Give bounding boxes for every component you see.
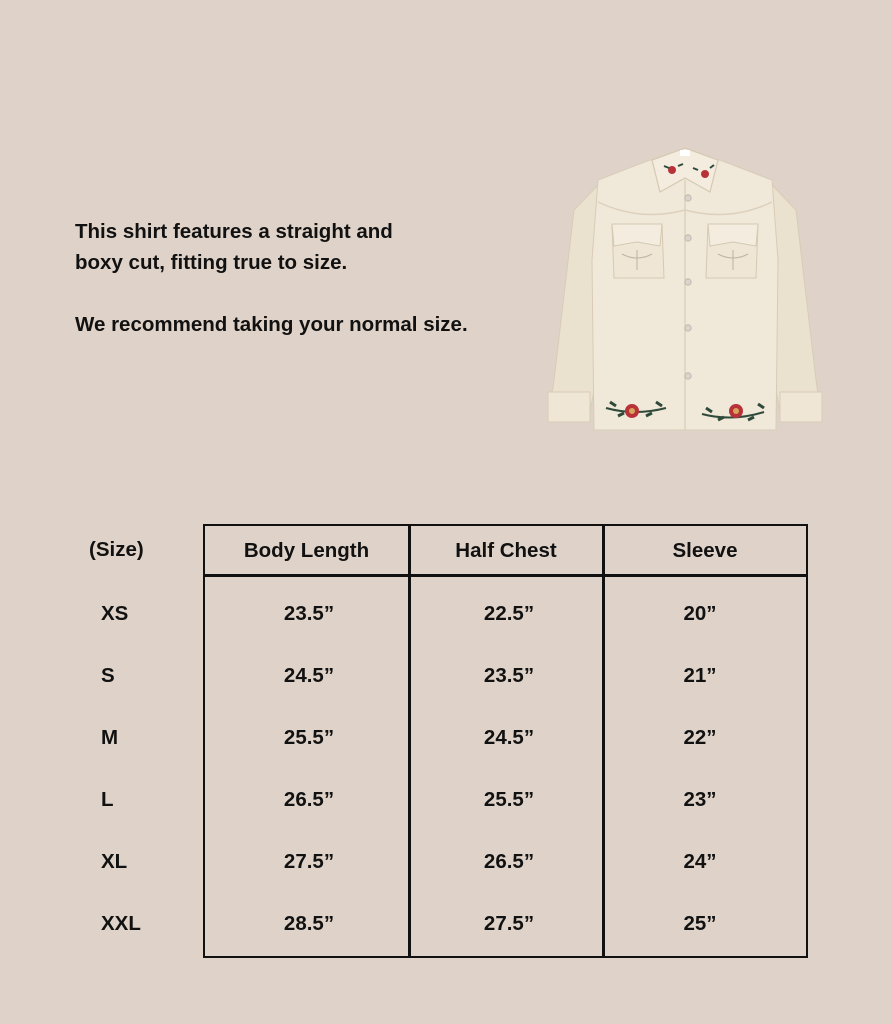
cell-xs-body-length: 23.5” [283,602,335,625]
shirt-image-icon [540,130,830,440]
column-header-half-chest: Half Chest [455,539,557,562]
cell-s-sleeve: 21” [683,664,717,687]
column-header-sleeve: Sleeve [672,539,738,562]
cell-l-body-length: 26.5” [283,788,335,811]
size-chart-table [203,524,808,958]
intro-paragraph-1 [75,216,535,278]
size-label-m: M [101,726,119,749]
cell-xl-sleeve: 24” [683,850,717,873]
header-divider [205,574,806,577]
column-header-body-length: Body Length [243,539,370,562]
cell-xs-half-chest: 22.5” [483,602,535,625]
cell-s-half-chest: 23.5” [483,664,535,687]
cell-xxl-body-length: 28.5” [283,912,335,935]
size-label-xs: XS [101,602,129,625]
cell-m-body-length: 25.5” [283,726,335,749]
cell-m-sleeve: 22” [683,726,717,749]
cell-xxl-sleeve: 25” [683,912,717,935]
cell-xs-sleeve: 20” [683,602,717,625]
cell-m-half-chest: 24.5” [483,726,535,749]
intro-line-1: This shirt features a straight and [75,220,393,243]
size-column-header: (Size) [89,538,144,561]
intro-text [75,216,535,340]
cell-xxl-half-chest: 27.5” [483,912,535,935]
size-label-xl: XL [101,850,128,873]
cell-s-body-length: 24.5” [283,664,335,687]
intro-line-2: boxy cut, fitting true to size. [75,251,348,274]
size-label-xxl: XXL [101,912,141,935]
cell-l-half-chest: 25.5” [483,788,535,811]
cell-l-sleeve: 23” [683,788,717,811]
intro-paragraph-2: We recommend taking your normal size. [75,313,468,336]
cell-xl-half-chest: 26.5” [483,850,535,873]
size-label-s: S [101,664,115,687]
cell-xl-body-length: 27.5” [283,850,335,873]
size-label-l: L [101,788,114,811]
